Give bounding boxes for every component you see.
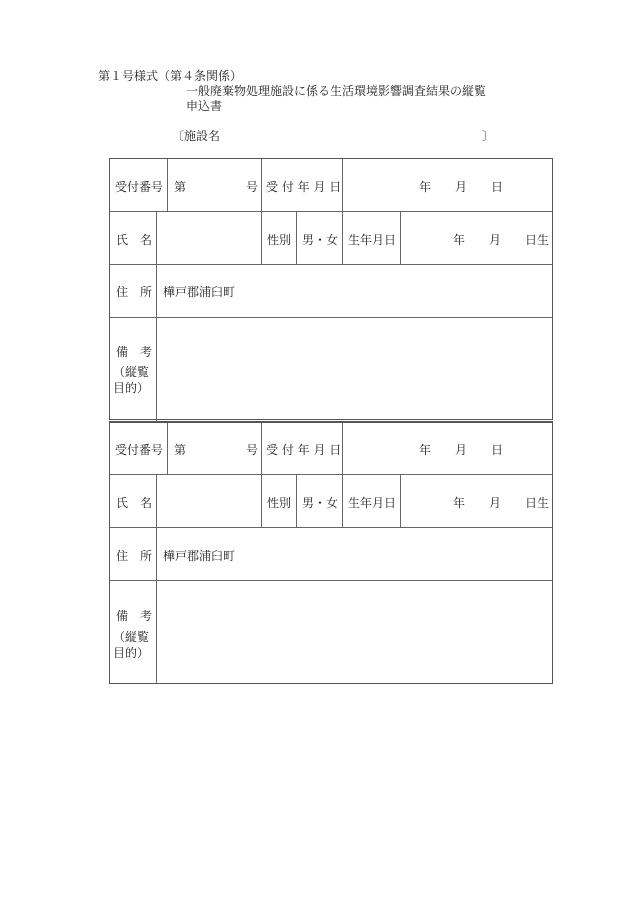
reception-go: 号 [246,443,259,457]
reception-date-label: 受 付 年 月 日 [266,180,342,194]
reception-number-label: 受付番号 [115,180,164,194]
reception-date-label-cell [262,423,343,474]
sex-label-cell [262,211,297,264]
address-field[interactable] [157,264,552,317]
reception-date-label-cell [262,159,343,211]
reception-dai: 第 [174,180,187,194]
remarks-row [110,580,552,684]
application-form-copy-1 [109,158,553,420]
reception-date-field[interactable] [343,423,552,474]
remarks-sub2: 目的） [113,646,150,660]
birth-label: 生年月日 [348,496,397,510]
birth-label-cell [343,474,401,527]
birth-date-field[interactable] [401,211,552,264]
document-title-line1: 一般廃棄物処理施設に係る生活環境影響調査結果の縦覧 [186,84,487,98]
birth-date-field[interactable] [401,474,552,527]
address-value: 樺戸郡浦臼町 [163,549,236,563]
reception-date-value: 年 月 日 [419,180,504,194]
address-label: 住 所 [116,285,153,299]
application-form-copy-2 [109,421,553,684]
remarks-label: 備 考 [116,609,153,623]
address-label-cell [110,527,157,580]
name-label-cell [110,211,157,264]
name-label: 氏 名 [116,496,153,510]
address-row [110,527,552,581]
address-field[interactable] [157,527,552,580]
reception-date-field[interactable] [343,159,552,211]
remarks-field[interactable] [157,317,552,421]
reception-number-field[interactable] [168,423,262,474]
facility-name-label: 〔施設名 [172,129,221,143]
remarks-sub2: 目的） [113,381,150,395]
sex-label-cell [262,474,297,527]
birth-date-value: 年 月 日生 [453,496,550,510]
address-row [110,264,552,318]
reception-number-label-cell [110,159,168,211]
name-label: 氏 名 [116,233,153,247]
remarks-row [110,317,552,421]
sex-label: 性別 [267,233,292,247]
document-title [186,84,486,114]
sex-value: 男・女 [302,496,339,510]
name-row [110,474,552,528]
reception-date-label: 受 付 年 月 日 [266,443,342,457]
name-row [110,211,552,265]
sex-label: 性別 [267,496,292,510]
form-number: 第１号様式（第４条関係） [98,69,243,83]
sex-value: 男・女 [302,233,339,247]
address-label: 住 所 [116,549,153,563]
sex-field[interactable] [297,474,343,527]
remarks-label-cell [110,580,157,684]
reception-go: 号 [246,180,259,194]
remarks-field[interactable] [157,580,552,684]
birth-date-value: 年 月 日生 [453,233,550,247]
name-field[interactable] [157,211,262,264]
reception-number-label: 受付番号 [115,443,164,457]
sex-field[interactable] [297,211,343,264]
address-label-cell [110,264,157,317]
reception-row [110,159,552,212]
reception-number-label-cell [110,423,168,474]
birth-label-cell [343,211,401,264]
remarks-label: 備 考 [116,345,153,359]
facility-name-bracket: 〕 [482,129,495,143]
address-value: 樺戸郡浦臼町 [163,285,236,299]
reception-dai: 第 [174,443,187,457]
name-field[interactable] [157,474,262,527]
name-label-cell [110,474,157,527]
reception-row [110,423,552,475]
birth-label: 生年月日 [348,233,397,247]
remarks-label-cell [110,317,157,421]
remarks-sub1: （縦覧 [113,365,150,379]
document-title-line2: 申込書 [186,99,223,113]
reception-date-value: 年 月 日 [419,443,504,457]
reception-number-field[interactable] [168,159,262,211]
remarks-sub1: （縦覧 [113,630,150,644]
